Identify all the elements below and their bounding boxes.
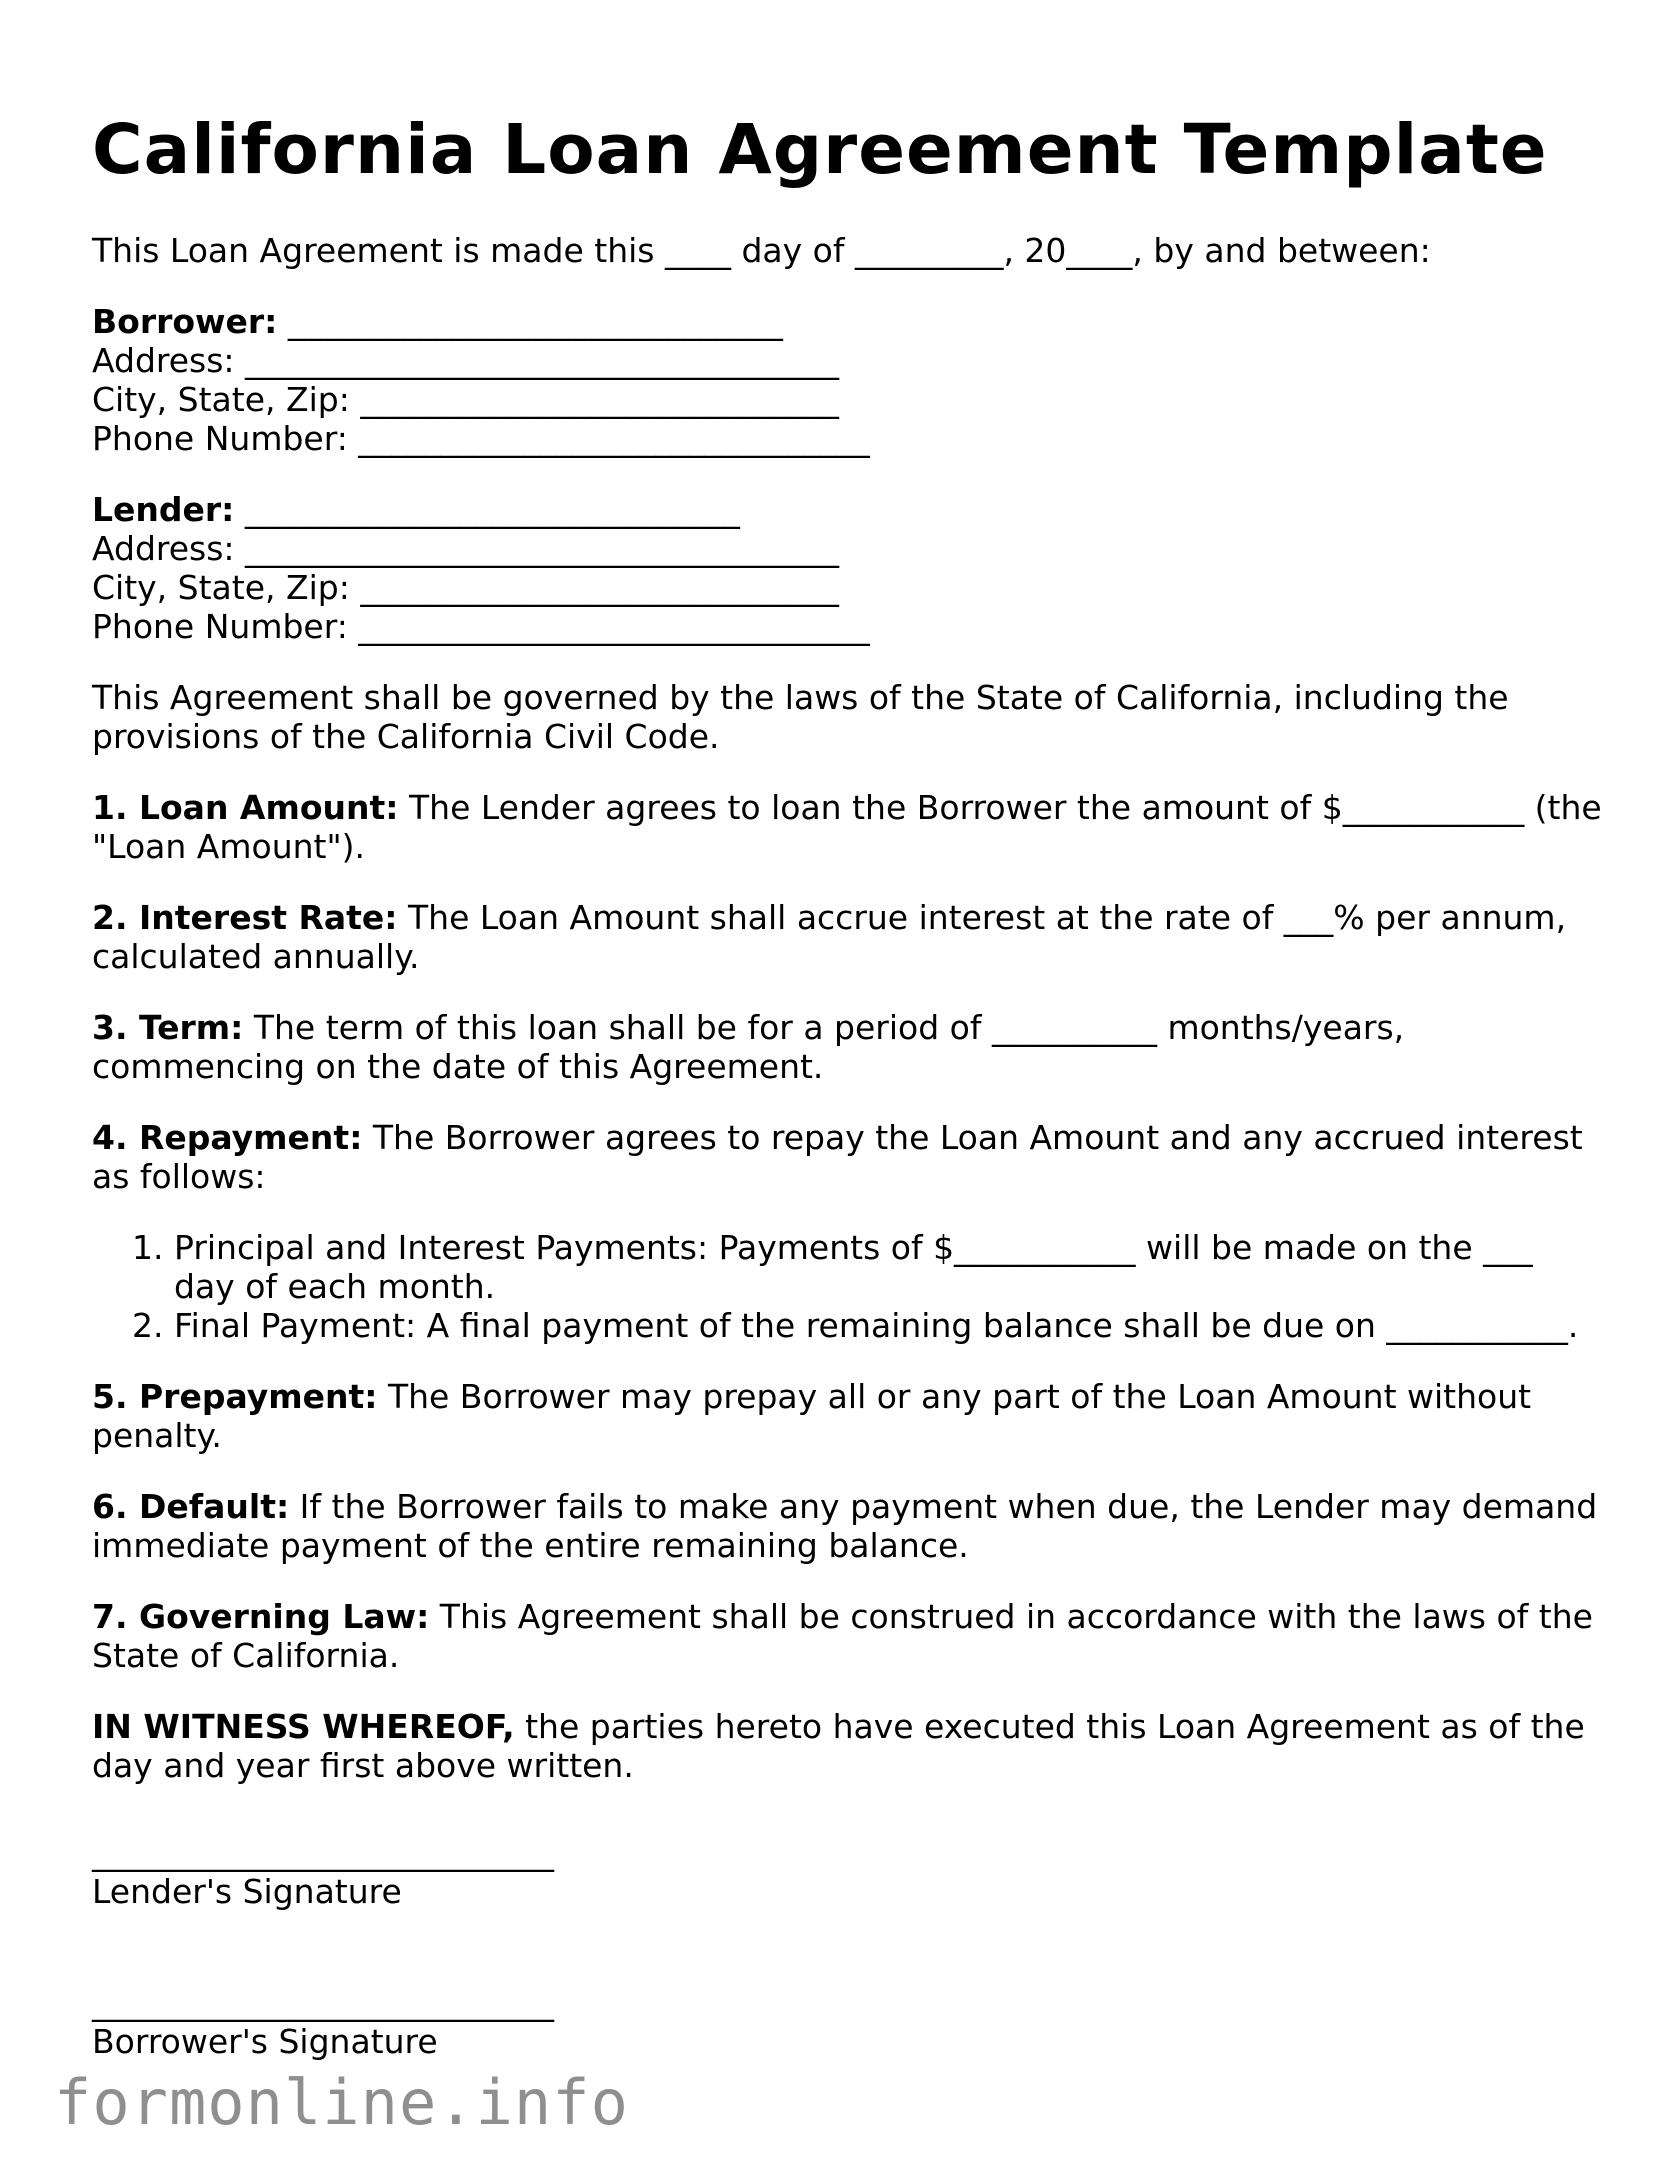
section-heading: 2. Interest Rate: (92, 898, 398, 937)
lender-city-line: City, State, Zip: _____________________________ (92, 568, 839, 607)
lender-signature-label: Lender's Signature (92, 1872, 402, 1911)
section-default (92, 1487, 1602, 1565)
lender-block (92, 490, 1602, 646)
document-page (92, 110, 1602, 2061)
witness-text: the parties hereto have executed this Loan Agreement as of the day and year first above written. (92, 1707, 1585, 1785)
section-interest-rate (92, 898, 1602, 976)
section-prepayment (92, 1377, 1602, 1455)
borrower-name-line (92, 302, 1602, 341)
section-heading: 3. Term: (92, 1008, 244, 1047)
list-item: 2. Final Payment: A final payment of the remaining balance shall be due on ___________. (174, 1306, 1602, 1345)
borrower-city-line: City, State, Zip: _____________________________ (92, 380, 839, 419)
signature-block (92, 1833, 1602, 2061)
watermark: formonline.info (54, 2066, 629, 2139)
section-governing-law (92, 1597, 1602, 1675)
section-term (92, 1008, 1602, 1086)
borrower-label: Borrower: (92, 302, 278, 341)
intro-paragraph: This Loan Agreement is made this ____ day of _________, 20____, by and between: (92, 231, 1431, 270)
lender-signature-line: ____________________________ (92, 1833, 554, 1872)
section-loan-amount (92, 788, 1602, 866)
section-heading: 7. Governing Law: (92, 1597, 430, 1636)
governing-intro-paragraph: This Agreement shall be governed by the laws of the State of California, including the provisions of the California Civil Code. (92, 678, 1509, 756)
borrower-signature-label: Borrower's Signature (92, 2022, 438, 2061)
lender-name-blank: ______________________________ (234, 490, 740, 529)
section-heading: 5. Prepayment: (92, 1377, 378, 1416)
borrower-address-line: Address: ____________________________________ (92, 341, 840, 380)
borrower-block (92, 302, 1602, 458)
section-repayment (92, 1118, 1602, 1196)
borrower-phone-line: Phone Number: _______________________________ (92, 419, 870, 458)
list-item: 1. Principal and Interest Payments: Payments of $___________ will be made on the ___ day of each month. (174, 1228, 1602, 1306)
lender-phone-line: Phone Number: _______________________________ (92, 607, 870, 646)
section-text: The term of this loan shall be for a period of __________ months/years, commencing on the date of this Agreement. (92, 1008, 1405, 1086)
section-text: If the Borrower fails to make any payment when due, the Lender may demand immediate payment of the entire remaining balance. (92, 1487, 1598, 1565)
lender-label: Lender: (92, 490, 235, 529)
lender-address-line: Address: ____________________________________ (92, 529, 840, 568)
witness-lead: IN WITNESS WHEREOF, (92, 1707, 515, 1746)
borrower-name-blank: ______________________________ (277, 302, 783, 341)
section-heading: 4. Repayment: (92, 1118, 363, 1157)
section-text: This Agreement shall be construed in accordance with the laws of the State of California. (92, 1597, 1593, 1675)
repayment-list (92, 1228, 1602, 1345)
document-title: California Loan Agreement Template (92, 110, 1548, 190)
section-text: The Lender agrees to loan the Borrower the amount of $___________ (the "Loan Amount"). (92, 788, 1602, 866)
witness-paragraph (92, 1707, 1602, 1785)
section-text: The Borrower agrees to repay the Loan Amount and any accrued interest as follows: (92, 1118, 1583, 1196)
lender-name-line (92, 490, 1602, 529)
section-heading: 1. Loan Amount: (92, 788, 399, 827)
borrower-signature-line: ____________________________ (92, 1983, 554, 2022)
section-text: The Loan Amount shall accrue interest at the rate of ___% per annum, calculated annually. (92, 898, 1567, 976)
section-text: The Borrower may prepay all or any part of the Loan Amount without penalty. (92, 1377, 1532, 1455)
signature-spacer (92, 1911, 1602, 1983)
section-heading: 6. Default: (92, 1487, 290, 1526)
